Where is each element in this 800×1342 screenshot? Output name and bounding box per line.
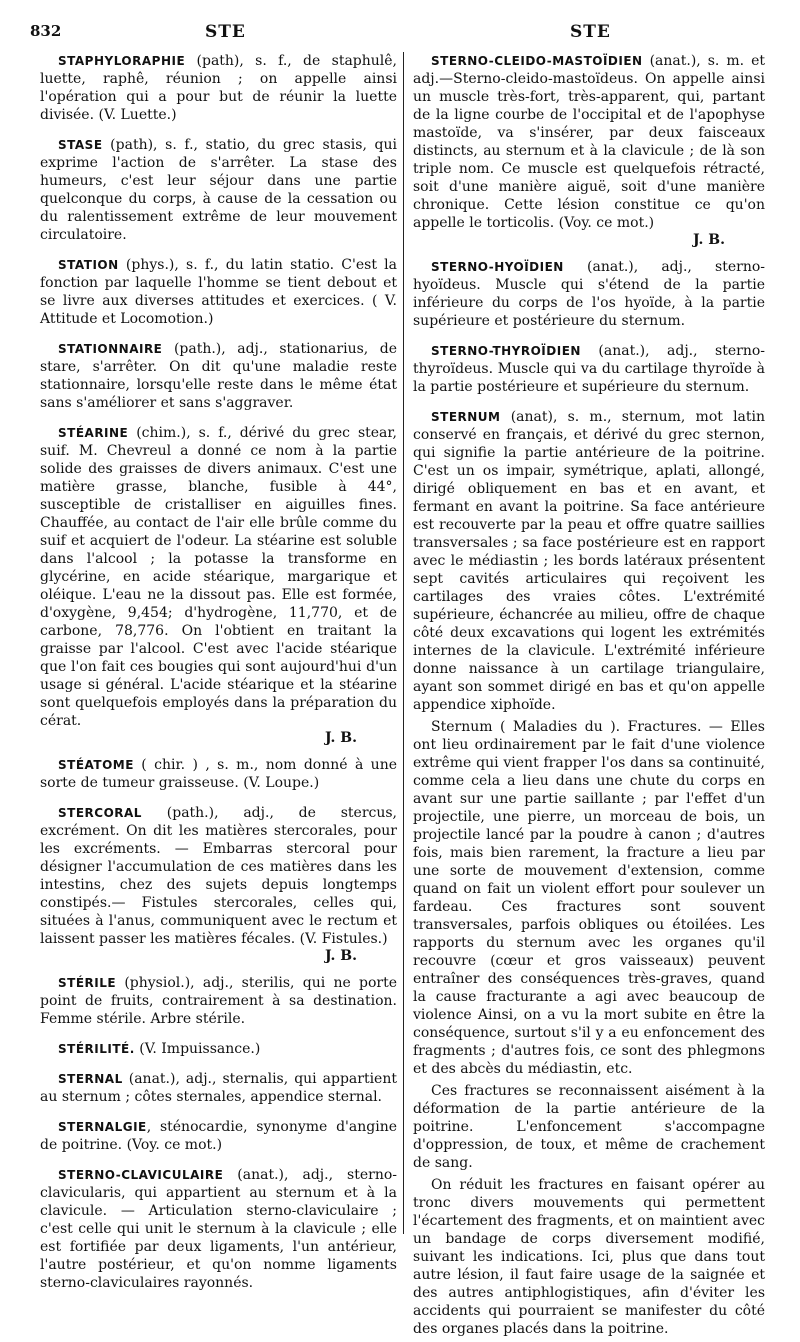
entry (40, 1166, 397, 1292)
left-column (40, 52, 397, 1304)
author-signature: J. B. (325, 730, 357, 746)
entry-text: , sténocardie, synonyme d'angine de poitrine. (Voy. ce mot.) (40, 1119, 397, 1153)
right-running-head: STE (570, 22, 611, 42)
entry (413, 52, 765, 232)
entry-text: (chim.), s. f., dérivé du grec stear, suif. M. Chevreul a donné ce nom à la partie solide des graisses de divers animaux. C'est une matière grasse, blanche, fusible à 44°, susceptible de cristalliser en aiguilles fines. Chauffée, au contact de l'air elle brûle comme du suif et acquiert de l'odeur. La stéarine est soluble dans l'alcool ; la potasse la transforme en glycérine, en acide stéarique, margarique et oléique. L'eau ne la dissout pas. Elle est formée, d'oxygène, 9,454; d'hydrogène, 11,770, et de carbone, 78,776. On l'obtient en traitant la graisse par l'alcool. C'est avec l'acide stéarique que l'on fait ces bougies qui sont aujourd'hui d'un usage si général. L'acide stéarique et la stéarine sont quelquefois employés dans la préparation du cérat. (40, 425, 397, 729)
entry (40, 1070, 397, 1106)
entry-text: (path.), adj., de stercus, excrément. On dit les matières stercorales, pour les excréments. — Embarras stercoral pour désigner l'accumulation de ces matières dans les intestins, chez des sujets depuis longtemps constipés.— Fistules stercorales, celles qui, situées à l'anus, communiquent avec le rectum et laissent passer les matières fécales. (V. Fistules.) (40, 805, 398, 947)
entry-text: (anat.), s. m. et adj.—Sterno-cleido-mastoïdeus. On appelle ainsi un muscle très-fort, très-apparent, qui, partant de la ligne courbe de l'occipital et de l'apophyse mastoïde, va s'insérer, par deux faisceaux distincts, au sternum et à la clavicule ; de là son triple nom. Ce muscle est quelquefois rétracté, soit d'une manière aiguë, soit d'une manière chronique. Cette lésion constitue ce qu'on appelle le torticolis. (Voy. ce mot.) (413, 53, 765, 231)
entry (40, 1040, 397, 1058)
headword: STATIONNAIRE (58, 342, 163, 356)
headword: STÉATOME (58, 758, 134, 772)
entry-text: (path), s. f., statio, du grec stasis, qui exprime l'action de s'arrêter. La stase des humeurs, c'est leur séjour dans une partie quelconque du corps, à cause de la cessation ou du ralentissement extrême de leur mouvement circulatoire. (40, 137, 397, 243)
entry-text: (physiol.), adj., sterilis, qui ne porte point de fruits, contrairement à sa destination. Femme stérile. Arbre stérile. (40, 975, 397, 1027)
left-running-head: STE (205, 22, 246, 42)
headword: STERCORAL (58, 806, 142, 820)
entry (413, 342, 765, 396)
author-signature: J. B. (325, 948, 357, 964)
headword: STÉRILE (58, 976, 117, 990)
author-signature: J. B. (693, 232, 725, 248)
entry (413, 408, 765, 714)
entry-text: (path), s. f., de staphulê, luette, raphê, réunion ; on appelle ainsi l'opération qui a pour but de réunir la luette divisée. (V. Luette.) (40, 53, 397, 123)
entry (40, 804, 397, 948)
entry-text: (anat.), adj., sterno-clavicularis, qui appartient au sternum et à la clavicule. — Articulation sterno-claviculaire ; c'est celle qui unit le sternum à la clavicule ; elle est fortifiée par deux ligaments, l'un antérieur, l'autre postérieur, et qu'on nomme ligaments sterno-claviculaires rayonnés. (40, 1167, 397, 1291)
entry-text: ( chir. ) , s. m., nom donné à une sorte de tumeur graisseuse. (V. Loupe.) (40, 757, 397, 791)
right-column (413, 52, 765, 1342)
entry-text: (V. Impuissance.) (139, 1041, 261, 1057)
entry (40, 756, 397, 792)
entry-text: (anat), s. m., sternum, mot latin conservé en français, et dérivé du grec sternon, qui signifie la partie antérieure de la poitrine. C'est un os impair, symétrique, aplati, allongé, dirigé obliquement en bas et en avant, et fermant en avant la poitrine. Sa face antérieure est recouverte par la peau et offre quatre saillies transversales ; sa face postérieure est en rapport avec le médiastin ; les bords latéraux présentent sept cavités articulaires qui reçoivent les cartilages des vraies côtes. L'extrémité supérieure, échancrée au milieu, offre de chaque côté deux excavations qui logent les extrémités internes de la clavicule. L'extrémité inférieure donne naissance à un cartilage triangulaire, ayant son sommet dirigé en bas et qu'on appelle appendice xiphoïde. (413, 409, 766, 713)
entry-text: (phys.), s. f., du latin statio. C'est la fonction par laquelle l'homme se tient debout et se livre aux diverses attitudes et exercices. ( V. Attitude et Locomotion.) (40, 257, 398, 327)
headword: STERNUM (431, 410, 501, 424)
paragraph: Sternum ( Maladies du ). Fractures. — Elles ont lieu ordinairement par le fait d'une violence extrême qui vient frapper l'os dans sa continuité, comme cela a lieu dans une chute du corps en avant sur une partie saillante ; par l'effet d'un projectile, une pierre, un morceau de bois, un projectile lancé par la poudre à canon ; d'autres fois, mais bien rarement, la fracture a lieu par une sorte de mouvement d'extension, comme quand on fait un violent effort pour soulever un fardeau. Ces fractures sont souvent transversales, parfois obliques ou étoilées. Les rapports du sternum avec les organes qu'il recouvre (cœur et gros vaisseaux) peuvent entraîner des conséquences très-graves, quand la cause fracturante a agi avec beaucoup de violence Ainsi, on a vu la mort subite en être la conséquence, surtout s'il y a eu enfoncement des fragments ; d'autres fois, ce sont des phlegmons et des abcès du médiastin, etc. (413, 719, 765, 1077)
entry (40, 52, 397, 124)
headword: STASE (58, 138, 103, 152)
headword: STÉARINE (58, 426, 129, 440)
headword: STERNO-CLEIDO-MASTOÏDIEN (431, 54, 643, 68)
headword: STATION (58, 258, 119, 272)
paragraph: On réduit les fractures en faisant opérer au tronc divers mouvements qui permettent l'écartement des fragments, et on maintient avec un bandage de corps diversement modifié, suivant les indications. Ici, plus que dans tout autre lésion, il faut faire usage de la saignée et des autres antiphlogistiques, afin d'éviter les accidents qui pourraient se manifester du côté des organes placés dans la poitrine. (413, 1177, 765, 1337)
column-divider (403, 52, 404, 1234)
entry-text: (anat.), adj., sterno-thyroïdeus. Muscle qui va du cartilage thyroïde à la partie postérieure et supérieure du sternum. (413, 343, 766, 395)
headword: STERNO-HYOÏDIEN (431, 260, 564, 274)
headword: STÉRILITÉ. (58, 1042, 135, 1056)
entry-text: (anat.), adj., sternalis, qui appartient au sternum ; côtes sternales, appendice sternal. (40, 1071, 397, 1105)
headword: STERNAL (58, 1072, 123, 1086)
entry-text: (anat.), adj., sterno-hyoïdeus. Muscle qui s'étend de la partie inférieure du corps de l'os hyoïde, à la partie supérieure et postérieure du sternum. (413, 259, 765, 329)
entry (40, 136, 397, 244)
entry (413, 258, 765, 330)
page-number: 832 (30, 22, 62, 40)
entry (40, 256, 397, 328)
entry (40, 340, 397, 412)
headword: STERNO-CLAVICULAIRE (58, 1168, 224, 1182)
headword: STERNO-THYROÏDIEN (431, 344, 581, 358)
entry (40, 974, 397, 1028)
headword: STAPHYLORAPHIE (58, 54, 186, 68)
entry (40, 424, 397, 730)
paragraph: Ces fractures se reconnaissent aisément à la déformation de la partie antérieure de la poitrine. L'enfoncement s'accompagne d'oppression, de toux, et même de crachement de sang. (413, 1083, 765, 1171)
entry-text: (path.), adj., stationarius, de stare, s'arrêter. On dit qu'une maladie reste stationnaire, lorsqu'elle reste dans le même état sans s'améliorer et sans s'aggraver. (40, 341, 398, 411)
headword: STERNALGIE (58, 1120, 147, 1134)
entry (40, 1118, 397, 1154)
